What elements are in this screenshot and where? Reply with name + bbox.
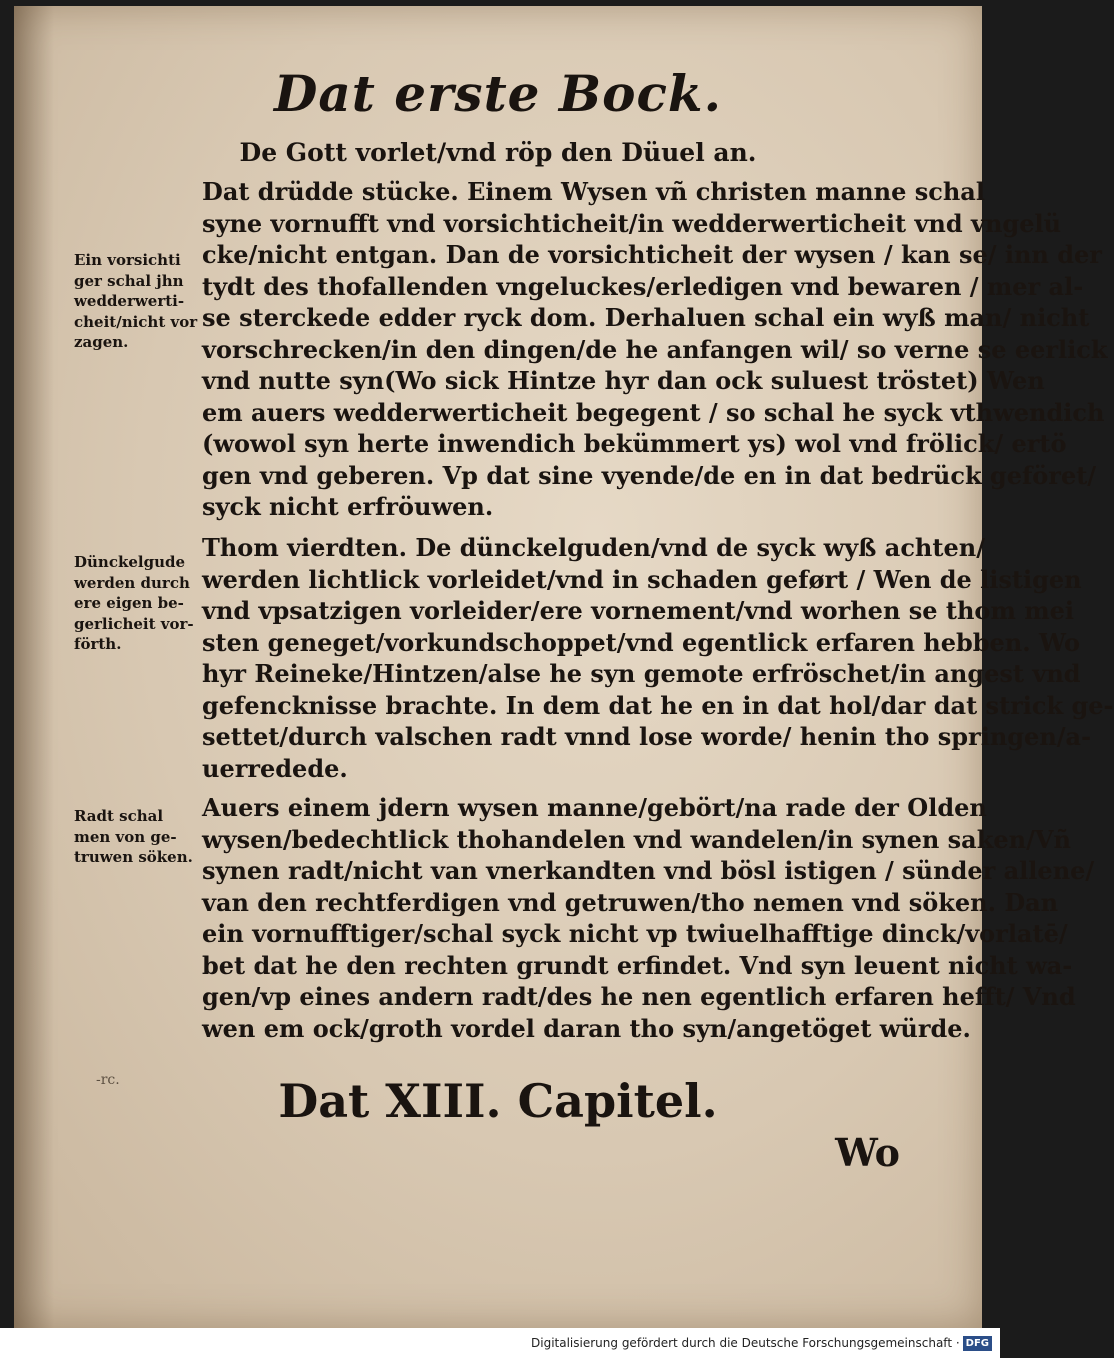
gutter-shadow [14, 6, 54, 1328]
margin-note-line: ger schal jhn [74, 271, 184, 290]
text-line: werden lichtlick vorleidet/vnd in schaden geført / Wen de listigen [202, 564, 1082, 594]
text-line: van den rechtferdigen vnd getruwen/tho nemen vnd söken. Dan [202, 887, 1059, 917]
text-line: Thom vierdten. De dünckelguden/vnd de syck wyß achten/ [202, 533, 985, 562]
text-line: ein vornufftiger/schal syck nicht vp twiuelhafftige dinck/vorlatē/ [202, 919, 1068, 948]
margin-note-line: ere eigen be- [74, 594, 184, 612]
text-line: wen em ock/groth vordel daran tho syn/angetöget würde. [202, 1013, 971, 1043]
body-paragraph-2 [202, 532, 1114, 784]
digitization-footer [0, 1328, 1000, 1358]
text-line: syck nicht erfröuwen. [202, 492, 494, 521]
margin-note-line: Radt schal [74, 807, 164, 825]
text-line: Dat drüdde stücke. Einem Wysen vñ christen manne schal [202, 177, 985, 206]
margin-note-line: Dünckelgude [74, 553, 186, 571]
text-line: Auers einem jdern wysen manne/gebört/na rade der Olden [202, 793, 987, 822]
text-line: vnd nutte syn(Wo sick Hintze hyr dan ock suluest tröstet) Wen [202, 366, 1045, 395]
ink-smudge: -rc. [96, 1072, 120, 1088]
body-paragraph-3 [202, 792, 1095, 1044]
text-line: tydt des thofallenden vngeluckes/erledigen vnd bewaren / mer al- [202, 271, 1084, 301]
section-subtitle: De Gott vorlet/vnd röp den Düuel an. [239, 138, 757, 167]
footer-credit: Digitalisierung gefördert durch die Deutsche Forschungsgemeinschaft · [531, 1336, 960, 1350]
margin-note-line: men von ge- [74, 827, 177, 846]
margin-note-line: wedderwerti- [74, 292, 185, 310]
text-line: em auers wedderwerticheit begegent / so schal he syck vthwendich [202, 397, 1105, 427]
margin-note-line: cheit/nicht vor [74, 312, 198, 331]
text-line: uerredede. [202, 753, 348, 783]
text-line: gefencknisse brachte. In dem dat he en in dat hol/dar dat strick ge- [202, 690, 1114, 720]
margin-note-1 [74, 250, 214, 353]
margin-note-line: gerlicheit vor- [74, 614, 194, 633]
body-paragraph-1 [202, 176, 1108, 523]
text-line: gen/vp eines andern radt/des he nen egentlich erfaren hefft/ Vnd [202, 982, 1076, 1011]
catchword: Wo [835, 1130, 900, 1175]
text-line: (wowol syn herte inwendich bekümmert ys) wol vnd frölick/ ertö [202, 429, 1067, 458]
dfg-logo: DFG [963, 1336, 992, 1351]
chapter-heading: Dat XIII. Capitel. [278, 1074, 718, 1128]
margin-note-line: zagen. [74, 333, 129, 351]
margin-note-line: förth. [74, 635, 122, 653]
text-line: sten geneget/vorkundschoppet/vnd egentlick erfaren hebben. Wo [202, 627, 1080, 657]
text-line: synen radt/nicht van vnerkandten vnd bösl istigen / sünder allene/ [202, 856, 1095, 885]
text-line: hyr Reineke/Hintzen/alse he syn gemote erfröschet/in angest vnd [202, 659, 1081, 688]
margin-note-line: Ein vorsichti [74, 251, 181, 269]
text-line: syne vornufft vnd vorsichticheit/in wedderwerticheit vnd vngelü [202, 208, 1062, 238]
text-line: cke/nicht entgan. Dan de vorsichticheit der wysen / kan se/ inn der [202, 240, 1102, 269]
text-line: vorschrecken/in den dingen/de he anfangen wil/ so verne se eerlick [202, 334, 1108, 364]
text-line: settet/durch valschen radt vnnd lose worde/ henin tho springen/a- [202, 722, 1092, 751]
text-line: bet dat he den rechten grundt erfindet. Vnd syn leuent nicht wa- [202, 950, 1073, 980]
text-line: se sterckede edder ryck dom. Derhaluen schal ein wyß man/ nicht [202, 303, 1090, 332]
text-line: wysen/bedechtlick thohandelen vnd wandelen/in synen saken/Vñ [202, 824, 1071, 854]
margin-note-2 [74, 552, 214, 655]
margin-note-3 [74, 806, 214, 868]
margin-note-line: truwen söken. [74, 848, 193, 866]
running-head: Dat erste Bock. [274, 64, 722, 123]
book-page [14, 6, 1114, 1328]
text-line: vnd vpsatzigen vorleider/ere vornement/vnd worhen se thom mei [202, 596, 1074, 625]
text-line: gen vnd geberen. Vp dat sine vyende/de en in dat bedrück geföret/ [202, 460, 1097, 490]
margin-note-line: werden durch [74, 573, 190, 592]
